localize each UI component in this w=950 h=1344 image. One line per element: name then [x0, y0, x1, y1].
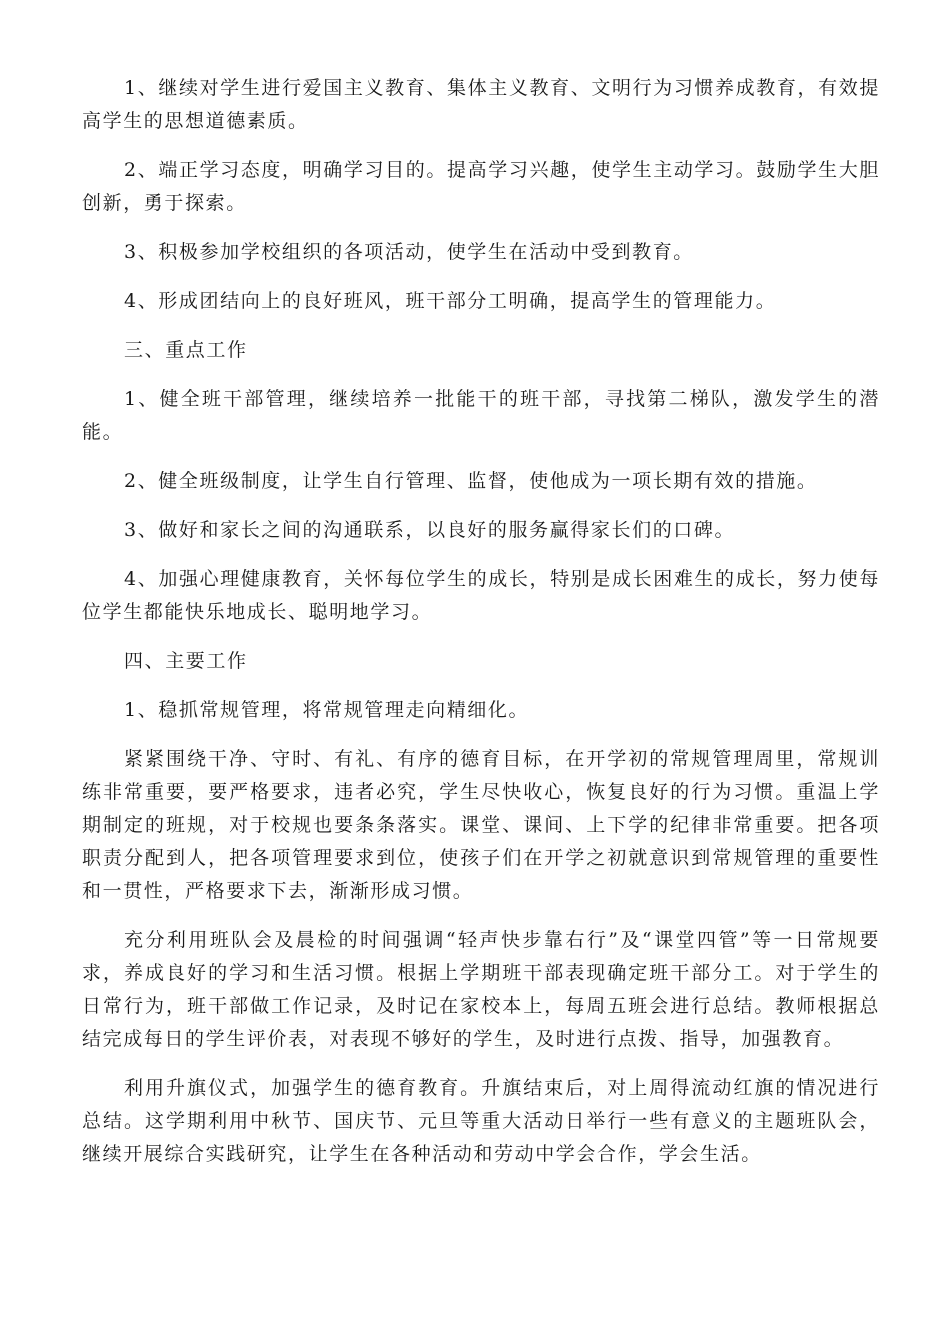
- paragraph-goal-3: 3、积极参加学校组织的各项活动，使学生在活动中受到教育。: [124, 241, 694, 263]
- paragraph-main-work-1: 1、稳抓常规管理，将常规管理走向精细化。: [124, 699, 530, 721]
- section-heading-key-work: 三、重点工作: [124, 339, 248, 361]
- paragraph-goal-2: 2、端正学习态度，明确学习目的。提高学习兴趣，使学生主动学习。鼓励学生大胆创新，勇于探索。: [82, 159, 880, 214]
- paragraph-key-work-2: 2、健全班级制度，让学生自行管理、监督，使他成为一项长期有效的措施。: [124, 470, 818, 492]
- paragraph-key-work-1: 1、健全班干部管理，继续培养一批能干的班干部，寻找第二梯队，激发学生的潜能。: [82, 388, 880, 443]
- paragraph-goal-4: 4、形成团结向上的良好班风，班干部分工明确，提高学生的管理能力。: [124, 290, 777, 312]
- paragraph-key-work-3: 3、做好和家长之间的沟通联系，以良好的服务赢得家长们的口碑。: [124, 519, 736, 541]
- paragraph-routine-management: 紧紧围绕干净、守时、有礼、有序的德育目标，在开学初的常规管理周里，常规训练非常重要，要严格要求，违者必究，学生尽快收心，恢复良好的行为习惯。重温上学期制定的班规，对于校规也要条条落实。课堂、课间、上下学的纪律非常重要。把各项职责分配到人，把各项管理要求到位，使孩子们在开学之初就意识到常规管理的重要性和一贯性，严格要求下去，渐渐形成习惯。: [82, 748, 880, 902]
- paragraph-goal-1: 1、继续对学生进行爱国主义教育、集体主义教育、文明行为习惯养成教育，有效提高学生的思想道德素质。: [82, 77, 880, 132]
- paragraph-class-meetings: 充分利用班队会及晨检的时间强调“轻声快步靠右行”及“课堂四管”等一日常规要求，养成良好的学习和生活习惯。根据上学期班干部表现确定班干部分工。对于学生的日常行为，班干部做工作记录，及时记在家校本上，每周五班会进行总结。教师根据总结完成每日的学生评价表，对表现不够好的学生，及时进行点拨、指导，加强教育。: [82, 929, 880, 1050]
- paragraph-key-work-4: 4、加强心理健康教育，关怀每位学生的成长，特别是成长困难生的成长，努力使每位学生都能快乐地成长、聪明地学习。: [82, 568, 880, 623]
- paragraph-flag-ceremony: 利用升旗仪式，加强学生的德育教育。升旗结束后，对上周得流动红旗的情况进行总结。这学期利用中秋节、国庆节、元旦等重大活动日举行一些有意义的主题班队会，继续开展综合实践研究，让学生在各种活动和劳动中学会合作，学会生活。: [82, 1077, 880, 1165]
- section-heading-main-work: 四、主要工作: [124, 650, 248, 672]
